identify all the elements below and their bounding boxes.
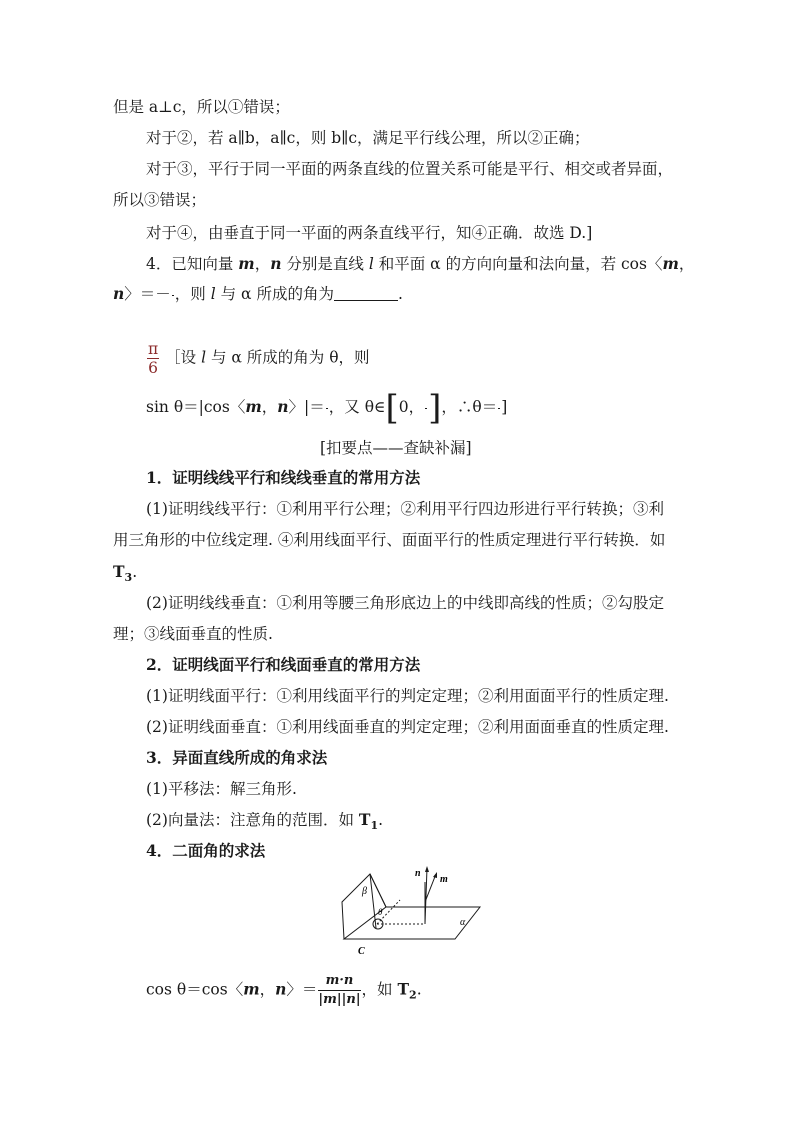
formula-line: cos θ＝cos〈m，n〉＝ $\frac{m\cdot n}{|m||n|}$ ，如 $T_2$. bbox=[146, 973, 422, 1007]
text-line: 对于②，若 a∥b，a∥c，则 b∥c，满足平行线公理，所以②正确； bbox=[146, 129, 590, 147]
label-beta: β bbox=[362, 886, 367, 897]
right-bracket: ] bbox=[428, 388, 442, 428]
text-line: 对于④，由垂直于同一平面的两条直线平行，知④正确．故选 D.] bbox=[146, 224, 593, 242]
fraction-pi-half bbox=[425, 408, 427, 409]
text-line: 对于③，平行于同一平面的两条直线的位置关系可能是平行、相交或者异面， bbox=[146, 160, 674, 178]
dihedral-angle-figure bbox=[330, 862, 490, 958]
text-line: (2)证明线线垂直：①利用等腰三角形底边上的中线即高线的性质；②勾股定 bbox=[146, 594, 664, 612]
subheading: 1．证明线线平行和线线垂直的常用方法 bbox=[146, 468, 421, 487]
text-line: (1)证明线线平行：①利用平行公理；②利用平行四边形进行平行转换；③利 bbox=[146, 500, 664, 518]
text-line: $T_3$. bbox=[113, 562, 138, 584]
text-line: (1)证明线面平行：①利用线面平行的判定定理；②利用面面平行的性质定理. bbox=[146, 687, 669, 705]
label-theta: θ bbox=[378, 907, 383, 917]
fraction-one-half bbox=[172, 295, 174, 296]
solution-line: sin θ＝|cos〈m，n〉|＝ ，又 θ∈[0， ]，∴θ＝ ] bbox=[146, 388, 508, 428]
answer-fraction: $\frac{\pi}{6}$ bbox=[148, 340, 159, 377]
section-heading: [扣要点——查缺补漏] bbox=[320, 439, 472, 457]
question-4-line-1: 4．已知向量 m，n 分别是直线 l 和平面 α 的方向向量和法向量，若 cos〈m， bbox=[146, 254, 695, 273]
fraction-pi-sixth bbox=[498, 408, 500, 409]
fraction-one-half bbox=[326, 408, 328, 409]
subheading: 3．异面直线所成的角求法 bbox=[146, 748, 328, 767]
text-line: (2)证明线面垂直：①利用线面垂直的判定定理；②利用面面垂直的性质定理. bbox=[146, 718, 669, 736]
text-line: 理；③线面垂直的性质. bbox=[113, 625, 273, 643]
label-n: n bbox=[415, 868, 421, 879]
label-m: m bbox=[440, 874, 448, 885]
fraction-cos-formula: $\frac{m\cdot n}{|m||n|}$ bbox=[318, 973, 361, 1007]
subheading: 4．二面角的求法 bbox=[146, 841, 266, 860]
subheading: 2．证明线面平行和线面垂直的常用方法 bbox=[146, 655, 421, 674]
answer-line: $\frac{\pi}{6}$ ［设 l 与 α 所成的角为 θ，则 bbox=[148, 340, 370, 377]
text-line: (1)平移法：解三角形. bbox=[146, 780, 297, 798]
left-bracket: [ bbox=[385, 388, 399, 428]
text-line: 但是 a⊥c，所以①错误； bbox=[113, 98, 290, 116]
label-alpha: α bbox=[460, 917, 466, 928]
label-c: C bbox=[358, 946, 365, 957]
answer-blank bbox=[334, 286, 398, 301]
text-line: 所以③错误； bbox=[113, 191, 207, 209]
question-4-line-2: n〉＝－ ，则 l 与 α 所成的角为 . bbox=[113, 284, 403, 303]
text-line: 用三角形的中位线定理. ④利用线面平行、面面平行的性质定理进行平行转换．如 bbox=[113, 531, 666, 549]
text-line: (2)向量法：注意角的范围．如 $T_1$. bbox=[146, 810, 384, 832]
